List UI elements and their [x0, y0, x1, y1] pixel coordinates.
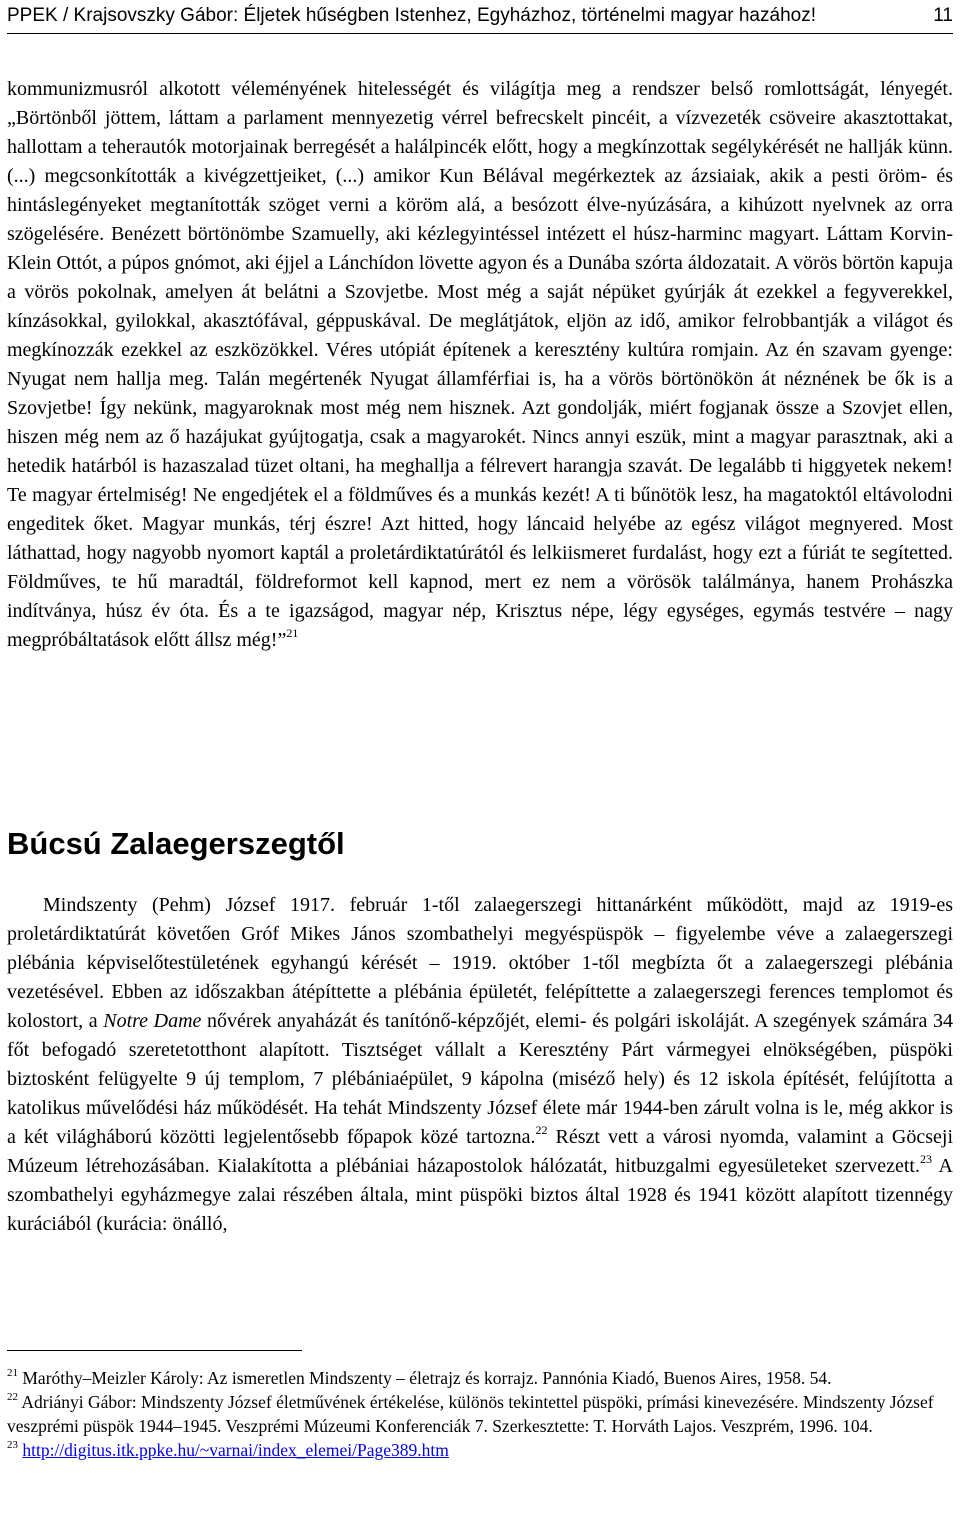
footnote-ref-22[interactable]: 22: [535, 1123, 548, 1137]
italic-notre-dame: Notre Dame: [103, 1010, 202, 1032]
footnote-22: [7, 1390, 953, 1438]
section-heading: Búcsú Zalaegerszegtől: [7, 826, 345, 861]
footnote-number: 21: [7, 1367, 18, 1379]
paragraph-text-1: Mindszenty (Pehm) József 1917. február 1-től zalaegerszegi hittanárként működött, majd az 1919-es proletárdiktatúrát követően Gróf Mikes János szombathelyi megyéspüspök – figyelembe véve a zalaegerszegi plébánia képviselőtestületének egyhangú kérését – 1919. október 1-től megbízta őt a zalaegerszegi plébánia vezetésével. Ebben az időszakban átépíttette a plébánia épületét, felépíttette a zalaegerszegi ferences templomot és kolostort, a: [7, 894, 953, 1032]
footnote-separator: [7, 1350, 302, 1351]
body-paragraph-mindszenty: [7, 891, 953, 1239]
footnote-ref-23[interactable]: 23: [919, 1152, 932, 1166]
paragraph-text-4: A szombathelyi egyházmegye zalai részében általa, mint püspöki biztos által 1928 és 1941 között alapított tizennégy kuráciából (kurácia: önálló,: [7, 1155, 954, 1235]
footnote-number: 23: [7, 1439, 18, 1451]
page-header: [7, 3, 953, 34]
footnote-ref-21[interactable]: 21: [286, 626, 299, 640]
footnote-23: [7, 1438, 953, 1462]
running-title: PPEK / Krajsovszky Gábor: Éljetek hűségben Istenhez, Egyházhoz, történelmi magyar hazához!: [7, 5, 816, 26]
paragraph-text-3: Részt vett a városi nyomda, valamint a Göcseji Múzeum létrehozásában. Kialakította a plébániai házapostolok hálózatát, hitbuzgalmi egyesületeket szervezett.: [7, 1126, 954, 1177]
footnote-text: Adriányi Gábor: Mindszenty József életművének értékelése, különös tekintettel püspöki, prímási kinevezésére. Mindszenty József veszprémi püspök 1944–1945. Veszprémi Múzeumi Konferenciák 7. Szerkesztette: T. Horváth Lajos. Veszprém, 1996. 104.: [7, 1392, 934, 1436]
body-paragraph-quote: [7, 75, 953, 655]
footnote-link[interactable]: http://digitus.itk.ppke.hu/~varnai/index_elemei/Page389.htm: [22, 1440, 449, 1460]
paragraph-text-2: nővérek anyaházát és tanítónő-képzőjét, elemi- és polgári iskoláját. A szegények számára 34 főt befogadó szeretetotthont alapított. Tisztséget vállalt a Keresztény Párt vármegyei elnökségében, püspöki biztosként felügyelte 9 új templom, 7 plébániaépület, 9 kápolna (miséző hely) és 12 iskola építését, felújította a katolikus művelődési ház működését. Ha tehát Mindszenty József élete már 1944-ben zárult volna is le, még akkor is a két világháború közötti legjelentősebb főpapok közé tartozna.: [7, 1010, 953, 1148]
footnote-number: 22: [7, 1391, 18, 1403]
page-number: 11: [933, 5, 953, 26]
footnotes: [7, 1366, 953, 1462]
footnote-text: Maróthy–Meizler Károly: Az ismeretlen Mindszenty – életrajz és korrajz. Pannónia Kiadó, Buenos Aires, 1958. 54.: [18, 1368, 832, 1388]
footnote-21: [7, 1366, 953, 1390]
quote-text: kommunizmusról alkotott véleményének hitelességét és világítja meg a rendszer belső romlottságát, lényegét. „Börtönből jöttem, láttam a parlament mennyezetig vérrel befrecskelt pincéit, a vízvezeték csöveire akasztottakat, hallottam a teherautók motorjainak berregését a halálpincék előtt, hogy a megkínzottak segélykérését ne hallják künn. (...) megcsonkították a kivégzettjeiket, (...) amikor Kun Bélával megérkeztek az ázsiaiak, akik a pesti öröm- és hintáslegényeket megtanították szöget verni a köröm alá, a besózott élve-nyúzására, a kihúzott nyelvnek az orra szögelésére. Benézett börtönömbe Szamuelly, aki kézlegyintéssel intézett el húsz-harminc magyart. Láttam Korvin-Klein Ottót, a púpos gnómot, aki éjjel a Lánchídon lövette agyon és a Dunába szórta áldozatait. A vörös börtön kapuja a vörös pokolnak, amelyen át belátni a Szovjetbe. Most még a saját népüket gyúrják át ezekkel a fegyverekkel, kínzásokkal, gyilokkal, akasztófával, géppuskával. De meglátjátok, eljön az idő, amikor felrobbantják a világot és megkínozzák ezekkel az eszközökkel. Véres utópiát építenek a keresztény kultúra romjain. Az én szavam gyenge: Nyugat nem hallja meg. Talán megértenék Nyugat államférfiai is, ha a vörös börtönökön át néznének be ők is a Szovjetbe! Így nekünk, magyaroknak most még nem hisznek. Azt gondolják, miért fogjanak össze a Szovjet ellen, hiszen még nem az ő hazájukat gyújtogatja, csak a magyarokét. Nincs annyi eszük, mint a magyar parasztnak, aki a hetedik határból is hazaszalad tüzet oltani, ha meghallja a félrevert harangja szavát. De legalább ti higgyetek nekem! Te magyar értelmiség! Ne engedjétek el a földműves és a munkás kezét! A ti bűnötök lesz, ha magatoktól eltávolodni engeditek őket. Magyar munkás, térj észre! Azt hitted, hogy láncaid helyébe az egész világot megnyered. Most láthattad, hogy nagyobb nyomort kaptál a proletárdiktatúrától és lelkiismeret furdalást, hogy ezt a fúriát te segítetted. Földműves, te hű maradtál, földreformot kell kapnod, mert ez nem a vörösök találmánya, hanem Prohászka indítványa, húsz év óta. És a te igazságod, magyar nép, Krisztus népe, légy egységes, egymás testvére – nagy megpróbáltatások előtt állsz még!”: [7, 78, 953, 651]
